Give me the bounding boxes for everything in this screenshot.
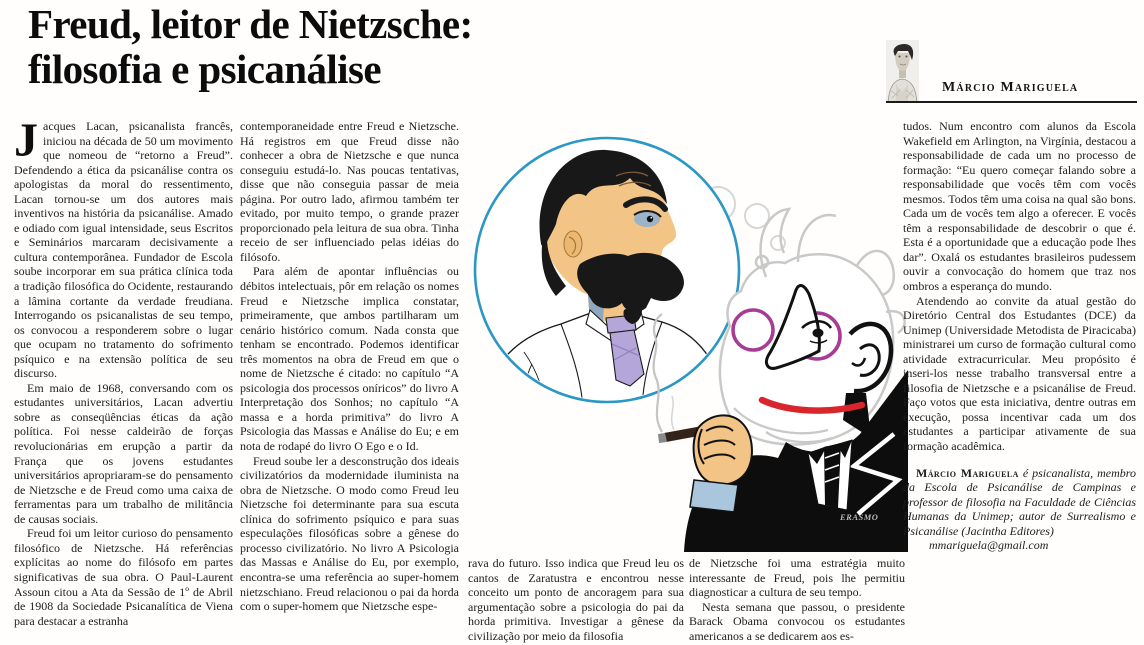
bio-author-name: Márcio Mariguela — [916, 465, 1019, 480]
artist-signature: ERASMO — [840, 512, 879, 522]
byline-rule — [886, 101, 1137, 103]
paragraph: Em maio de 1968, conversando com os estudantes universitários, Lacan advertiu sobre as conseqüências éticas da ação política. Foi nesse caldeirão de forças revolucionárias em erupção a partir da França que os jovens estudantes universitários apropriaram-se do pensamento de Nietzsche e de Freud como uma caixa de ferramentas para um trabalho de militância de causas sociais. — [14, 380, 233, 526]
bio-text: é psicanalista, membro da Escola de Psicanálise de Campinas e professor de filosofia na Faculdade de Ciências Humanas da Unimep; autor de Surrealismo e Psicanálise (Jacintha Editores) — [903, 465, 1136, 538]
headline-line-1: Freud, leitor de Nietzsche: — [28, 1, 473, 47]
text-column-4 — [689, 556, 905, 645]
author-photo — [886, 40, 919, 103]
editorial-cartoon — [466, 112, 908, 552]
cuff — [690, 480, 738, 512]
paragraph: Freud soube ler a desconstrução dos ideais civilizatórios da modernidade iluminista na obra de Nietzsche. O modo como Freud leu Nietzsche foi determinante para sua escuta clínica do sofrimento psíquico e para suas especulações filosóficas sobre a gênese do processo civilizatório. No livro A Psicologia das Massas e Análise do Eu, por exemplo, encontra-se uma referência ao super-homem nietzschiano. Freud relacionou o pai da horda com o super-homem que Nietzsche espe- — [240, 453, 459, 614]
paragraph: contemporaneidade entre Freud e Nietzsche. Há registros em que Freud disse não conhecer a obra de Nietzsche e que nunca conseguiu estudá-lo. Nas poucas tentativas, disse que não conseguia passar de meia página. Por outro lado, afirmou também ter evitado, por muito tempo, o grande prazer proporcionado pela leitura de sua obra. Tinha receio de ser influenciado pelas idéias do filósofo. — [240, 119, 459, 264]
article-headline — [28, 2, 473, 92]
byline-author-name: Márcio Mariguela — [942, 80, 1079, 95]
author-email: mmariguela@gmail.com — [929, 538, 1049, 553]
headline-line-2: filosofia e psicanálise — [28, 46, 381, 92]
text-column-1 — [14, 119, 233, 645]
paragraph: Nesta semana que passou, o presidente Barack Obama convocou os estudantes americanos a se dedicarem aos es- — [689, 599, 905, 643]
paragraph: tudos. Num encontro com alunos da Escola Wakefield em Arlington, na Virgínia, destacou a responsabilidade de cada um no processo de formação: “Eu quero começar falando sobre a responsabilidade que vocês têm com vocês mesmos. Todos têm uma coisa na qual são bons. Cada um de vocês tem algo a oferecer. E vocês têm a responsabilidade de descobrir o que é. Esta é a oportunidade que a educação pode lhes dar”. Oxalá os estudantes brasileiros pudessem ouvir a convocação do homem que traz nos ombros a esperança do mundo. — [903, 119, 1136, 294]
paragraph-text: acques Lacan, psicanalista francês, iniciou na década de 50 um movimento que nomeou de “retorno a Freud”. Defendendo a ética da psicanálise contra os apologistas da moral do ressentimento, Lacan tornou-se um dos autores mais inventivos na história da psicanálise. Amado e odiado com igual intensidade, seus Escritos e Seminários marcaram decisivamente a cultura contemporânea. Fundador de Escola soube incorporar em sua prática clínica toda a tradição filosófica do Ocidente, restaurando a lâmina cortante da verdade freudiana. Interrogando os psicanalistas de seu tempo, os convocou a responderem sobre o lugar que ocupam no tratamento do sofrimento psíquico e na extensão política de seu discurso. — [14, 119, 233, 381]
paragraph — [14, 119, 233, 381]
text-column-5 — [903, 119, 1136, 645]
paragraph: rava do futuro. Isso indica que Freud leu os cantos de Zaratustra e encontrou nesse conceito um ponto de ancoragem para sua argumentação sobre a psicologia do pai da horda primitiva. Investigar a gênese da civilização por meio da filosofia — [468, 556, 684, 643]
text-column-3 — [468, 556, 684, 645]
paragraph: Freud foi um leitor curioso do pensamento filosófico de Nietzsche. Há referências explícitas ao nome do filósofo em partes significativas de sua obra. O Paul-Laurent Assoun citou a Ata da Sessão de 1º de Abril de 1908 da Sociedade Psicanalítica de Viena para destacar a estranha — [14, 526, 233, 628]
author-bio — [903, 466, 1136, 539]
paragraph: de Nietzsche foi uma estratégia muito interessante de Freud, pois lhe permitiu diagnosticar a cultura de seu tempo. — [689, 556, 905, 600]
drop-cap: J — [14, 119, 38, 167]
text-column-2 — [240, 119, 459, 645]
paragraph: Para além de apontar influências ou débitos intelectuais, pôr em relação os nomes Freud e Nietzsche implica constatar, primeiramente, que ambos partilharam um cenário histórico comum. Nada consta que tenham se encontrado. Podemos identificar três momentos na obra de Freud em que o nome de Nietzsche é citado: no capítulo “A psicologia dos processos oníricos” do livro A Interpretação dos Sonhos; no capítulo “A massa e a horda primitiva” do livro A Psicologia das Massas e Análise do Eu; e em nota de rodapé do livro O Ego e o Id. — [240, 264, 459, 454]
paragraph: Atendendo ao convite da atual gestão do Diretório Central dos Estudantes (DCE) da Unimep (Universidade Metodista de Piracicaba) ministrarei um curso de formação cultural como atividade extracurricular. Meu propósito é inseri-los nesse trabalho transversal entre a filosofia de Nietzsche e a psicanálise de Freud. Faço votos que esta iniciativa, dentre outras em execução, possa incentivar cada um dos estudantes a participar ativamente de sua formação acadêmica. — [903, 293, 1136, 454]
